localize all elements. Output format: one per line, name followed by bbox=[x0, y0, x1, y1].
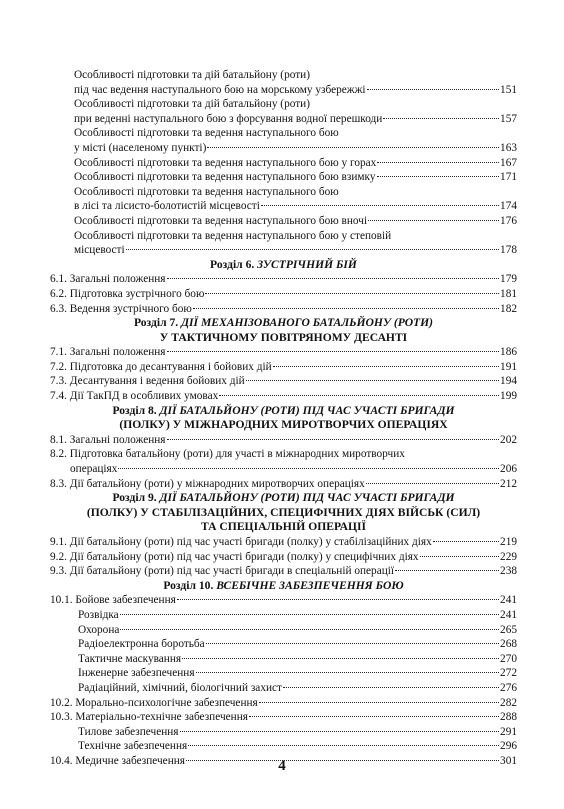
toc-entry bbox=[50, 593, 517, 608]
leader-dots bbox=[395, 570, 499, 571]
toc-entry-text: під час ведення наступального бою на морському узбережжі bbox=[74, 83, 366, 96]
toc-entry bbox=[50, 345, 517, 360]
leader-dots bbox=[420, 556, 499, 557]
toc-page-number: 282 bbox=[500, 696, 517, 709]
toc-entry-text: 8.2. Підготовка батальйону (роти) для участі в міжнародних миротворчих bbox=[50, 448, 405, 461]
toc-entry bbox=[50, 214, 517, 229]
toc-entry bbox=[50, 68, 517, 97]
toc-entry-text: Тактичне маскування bbox=[78, 652, 182, 665]
toc-page-number: 194 bbox=[500, 375, 517, 388]
toc-entry-text: Розвідка bbox=[78, 608, 119, 621]
leader-dots bbox=[249, 716, 499, 717]
toc-entry bbox=[50, 360, 517, 375]
leader-dots bbox=[383, 118, 499, 119]
toc-page-number: 291 bbox=[500, 725, 517, 738]
toc-entry bbox=[50, 97, 517, 126]
toc-entry-text: 7.1. Загальні положення bbox=[50, 346, 166, 359]
toc-entry-text: 8.1. Загальні положення bbox=[50, 433, 166, 446]
toc-page-number: 167 bbox=[500, 156, 517, 169]
toc-page-number: 276 bbox=[500, 681, 517, 694]
toc-entry bbox=[50, 666, 517, 681]
leader-dots bbox=[367, 89, 500, 90]
toc-page-number: 229 bbox=[500, 550, 517, 563]
leader-dots bbox=[433, 541, 499, 542]
section-heading: Розділ 7. ДІЇ МЕХАНІЗОВАНОГО БАТАЛЬЙОНУ (РОТИ) bbox=[133, 316, 434, 330]
toc-entry bbox=[50, 272, 517, 287]
section-heading: Розділ 6. ЗУСТРІЧНИЙ БІЙ bbox=[210, 257, 357, 271]
leader-dots bbox=[167, 439, 500, 440]
toc-entry-text: 8.3. Дії батальйону (роти) у міжнародних миротворчих операціях bbox=[50, 477, 365, 490]
section-heading-line: У ТАКТИЧНОМУ ПОВІТРЯНОМУ ДЕСАНТІ bbox=[159, 330, 408, 344]
toc-entry bbox=[50, 739, 517, 754]
leader-dots bbox=[118, 468, 499, 469]
toc-entry-text: Технічне забезпечення bbox=[78, 740, 188, 753]
leader-dots bbox=[377, 162, 499, 163]
leader-dots bbox=[219, 395, 499, 396]
leader-dots bbox=[205, 293, 499, 294]
toc-page-number: 241 bbox=[500, 594, 517, 607]
toc-entry-text: 9.1. Дії батальйону (роти) під час участі бригади (полку) у стабілізаційних діях bbox=[50, 536, 432, 548]
leader-dots bbox=[126, 249, 499, 250]
toc-entry-text: при веденні наступального бою з форсування водної перешкоди bbox=[74, 112, 383, 125]
toc-page-number: 151 bbox=[500, 83, 517, 96]
toc-entry-text: Особливості підготовки та ведення наступального бою bbox=[74, 185, 339, 198]
toc-entry bbox=[50, 374, 517, 389]
toc-entry-text: у місті (населеному пункті) bbox=[74, 141, 207, 154]
leader-dots bbox=[259, 702, 499, 703]
toc-entry bbox=[50, 389, 517, 404]
toc-page-number: 199 bbox=[500, 390, 517, 403]
toc-entry-text: Особливості підготовки та дій батальйону (роти) bbox=[74, 98, 310, 111]
toc-entry-text: Особливості підготовки та ведення наступального бою вночі bbox=[74, 214, 368, 227]
toc-entry-text: Радіаційний, хімічний, біологічний захист bbox=[78, 681, 282, 694]
toc-entry bbox=[50, 229, 517, 258]
leader-dots bbox=[206, 643, 499, 644]
toc-entry bbox=[50, 156, 517, 171]
toc-entry bbox=[50, 447, 517, 476]
toc-entry bbox=[50, 710, 517, 725]
leader-dots bbox=[366, 483, 499, 484]
leader-dots bbox=[368, 220, 499, 221]
section-heading: Розділ 8. ДІЇ БАТАЛЬЙОНУ (РОТИ) ПІД ЧАС УЧАСТІ БРИГАДИ bbox=[112, 403, 455, 417]
toc-entry-text: операціях bbox=[70, 463, 118, 476]
toc-page-number: 219 bbox=[500, 536, 517, 548]
toc-entry-text: Особливості підготовки та ведення наступального бою у степовій bbox=[74, 229, 392, 242]
toc-entry-text: 6.1. Загальні положення bbox=[50, 273, 166, 286]
toc-page-number: 163 bbox=[500, 141, 517, 154]
toc-entry bbox=[50, 185, 517, 214]
toc-entry bbox=[50, 170, 517, 185]
toc-page-number: 265 bbox=[500, 623, 517, 636]
toc-page-number: 288 bbox=[500, 711, 517, 724]
toc-page-number: 268 bbox=[500, 638, 517, 651]
toc-entry-text: Тилове забезпечення bbox=[78, 725, 179, 738]
toc-entry-text: 9.2. Дії батальйону (роти) під час участі бригади (полку) у специфічних діях bbox=[50, 550, 419, 563]
toc-entry bbox=[50, 433, 517, 448]
leader-dots bbox=[180, 731, 500, 732]
toc-entry-text: місцевості bbox=[74, 244, 125, 257]
toc-page-number: 191 bbox=[500, 360, 517, 373]
toc-page-number: 270 bbox=[500, 652, 517, 665]
toc-entry-text: в лісі та лісисто-болотистій місцевості bbox=[74, 200, 260, 213]
toc-entry-text: Особливості підготовки та ведення наступального бою взимку bbox=[74, 171, 376, 184]
toc-entry-text: 10.4. Медичне забезпечення bbox=[50, 754, 185, 767]
toc-page-number: 241 bbox=[500, 608, 517, 621]
toc-page-number: 212 bbox=[500, 477, 517, 490]
section-heading-line: (ПОЛКУ) У МІЖНАРОДНИХ МИРОТВОРЧИХ ОПЕРАЦІЯХ bbox=[119, 418, 448, 432]
toc-page-number: 182 bbox=[500, 302, 517, 315]
toc-entry bbox=[50, 681, 517, 696]
toc-entry-text: 9.3. Дії батальйону (роти) під час участі бригади в спеціальній операції bbox=[50, 565, 395, 578]
toc-page-number: 181 bbox=[500, 287, 517, 300]
toc-entry-text: 10.1. Бойове забезпечення bbox=[50, 594, 176, 607]
toc-page-number: 176 bbox=[500, 214, 517, 227]
toc-entry bbox=[50, 696, 517, 711]
toc-page-number: 296 bbox=[500, 740, 517, 753]
toc-page-number: 178 bbox=[500, 244, 517, 257]
toc-entry bbox=[50, 637, 517, 652]
leader-dots bbox=[193, 308, 499, 309]
leader-dots bbox=[188, 745, 499, 746]
leader-dots bbox=[167, 351, 500, 352]
toc-entry-text: 7.3. Десантування і ведення бойових дій bbox=[50, 375, 245, 388]
toc-entry bbox=[50, 564, 517, 579]
leader-dots bbox=[177, 599, 499, 600]
toc-entry bbox=[50, 652, 517, 667]
toc-entry-text: Охорона bbox=[78, 623, 120, 636]
toc-entry bbox=[50, 535, 517, 550]
toc-entry-text: 10.2. Морально-психологічне забезпечення bbox=[50, 696, 258, 709]
toc-entry bbox=[50, 725, 517, 740]
toc-entry-text: Радіоелектронна боротьба bbox=[78, 638, 205, 651]
leader-dots bbox=[196, 672, 500, 673]
toc-page-number: 238 bbox=[500, 565, 517, 578]
leader-dots bbox=[120, 614, 499, 615]
toc-page-number: 272 bbox=[500, 667, 517, 680]
toc-page-number: 179 bbox=[500, 273, 517, 286]
toc-entry bbox=[50, 550, 517, 565]
leader-dots bbox=[283, 687, 499, 688]
table-of-contents bbox=[50, 68, 517, 769]
toc-entry-text: 10.3. Матеріально-технічне забезпечення bbox=[50, 711, 248, 724]
toc-entry-text: 6.3. Ведення зустрічного бою bbox=[50, 302, 192, 315]
toc-page-number: 174 bbox=[500, 200, 517, 213]
section-heading: Розділ 10. ВСЕБІЧНЕ ЗАБЕЗПЕЧЕННЯ БОЮ bbox=[163, 578, 404, 592]
toc-entry bbox=[50, 302, 517, 317]
toc-entry bbox=[50, 287, 517, 302]
toc-entry bbox=[50, 608, 517, 623]
toc-entry bbox=[50, 126, 517, 155]
section-heading: Розділ 9. ДІЇ БАТАЛЬЙОНУ (РОТИ) ПІД ЧАС УЧАСТІ БРИГАДИ bbox=[112, 491, 455, 505]
toc-entry-text: Особливості підготовки та дій батальйону (роти) bbox=[74, 69, 310, 81]
leader-dots bbox=[207, 147, 499, 148]
toc-page-number: 301 bbox=[500, 754, 517, 767]
page-number: 4 bbox=[278, 758, 286, 774]
toc-entry-text: 7.2. Підготовка до десантування і бойових дій bbox=[50, 360, 272, 373]
toc-entry-text: 6.2. Підготовка зустрічного бою bbox=[50, 287, 205, 300]
leader-dots bbox=[261, 205, 499, 206]
toc-page-number: 171 bbox=[500, 171, 517, 184]
leader-dots bbox=[120, 629, 499, 630]
leader-dots bbox=[182, 658, 499, 659]
toc-page-number: 186 bbox=[500, 346, 517, 359]
toc-entry-text: Особливості підготовки та ведення наступального бою у горах bbox=[74, 156, 377, 169]
toc-entry-text: 7.4. Дії ТакПД в особливих умовах bbox=[50, 390, 219, 403]
toc-entry-text: Особливості підготовки та ведення наступального бою bbox=[74, 127, 339, 140]
leader-dots bbox=[273, 366, 499, 367]
toc-entry bbox=[50, 623, 517, 638]
toc-entry-text: Інженерне забезпечення bbox=[78, 667, 195, 680]
section-heading-line: (ПОЛКУ) У СТАБІЛІЗАЦІЙНИХ, СПЕЦИФІЧНИХ ДІЯХ ВІЙСЬК (СИЛ) bbox=[86, 505, 481, 519]
leader-dots bbox=[246, 380, 499, 381]
section-heading-line: ТА СПЕЦІАЛЬНІЙ ОПЕРАЦІЇ bbox=[201, 520, 366, 534]
toc-page-number: 157 bbox=[500, 112, 517, 125]
leader-dots bbox=[167, 278, 500, 279]
toc-entry bbox=[50, 477, 517, 492]
toc-page-number: 202 bbox=[500, 433, 517, 446]
toc-page-number: 206 bbox=[500, 463, 517, 476]
leader-dots bbox=[377, 176, 500, 177]
